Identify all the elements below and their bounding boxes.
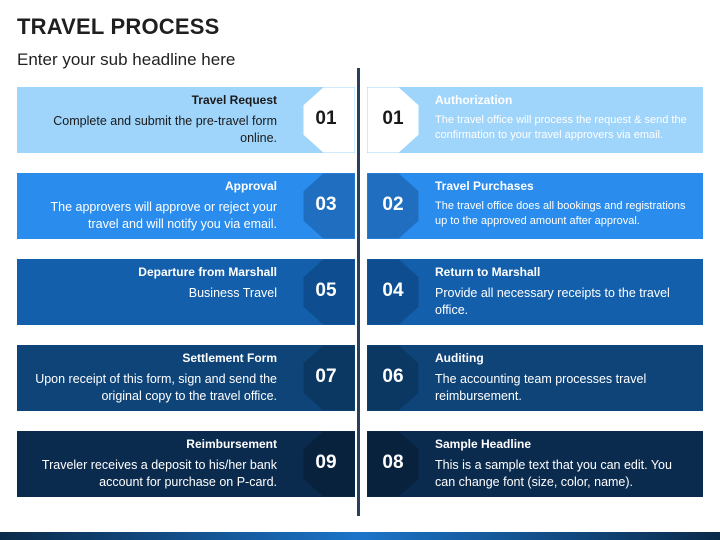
step-number: 01 [315,108,337,129]
step-description: The travel office will process the request & send the confirmation to your travel approvers via email. [435,114,687,141]
slide-title: TRAVEL PROCESS [17,14,220,39]
step-description: This is a sample text that you can edit. You can change font (size, color, name). [435,458,672,489]
step-description: Upon receipt of this form, sign and send the original copy to the travel office. [35,372,277,403]
right-step-card [367,173,703,239]
step-number: 03 [315,194,337,215]
step-number: 05 [315,280,337,301]
left-step-card [17,345,355,411]
left-step-card [17,173,355,239]
step-description: Business Travel [188,286,277,300]
step-number: 01 [382,108,404,129]
step-description: The accounting team processes travel reimbursement. [435,372,647,403]
left-step-card [17,87,355,153]
right-step-card [367,431,703,497]
step-description: Traveler receives a deposit to his/her bank account for purchase on P-card. [41,458,277,489]
step-number: 06 [382,366,404,387]
step-description: The approvers will approve or reject your travel and will notify you via email. [50,200,277,231]
step-heading: Reimbursement [186,437,277,451]
left-step-card [17,431,355,497]
step-number: 04 [382,280,404,301]
right-step-card [367,87,703,153]
left-step-card [17,259,355,325]
step-heading: Authorization [435,93,513,107]
step-number: 02 [382,194,404,215]
right-step-card [367,259,703,325]
step-description: Provide all necessary receipts to the travel office. [435,286,670,317]
step-number: 08 [382,452,404,473]
step-description: Complete and submit the pre-travel form online. [53,114,277,145]
step-number: 09 [315,452,337,473]
step-number: 07 [315,366,337,387]
step-heading: Approval [224,179,277,193]
step-heading: Travel Purchases [435,179,534,193]
right-step-card [367,345,703,411]
bottom-accent-bar [0,532,720,540]
step-heading: Auditing [435,351,484,365]
step-heading: Departure from Marshall [138,265,277,279]
center-divider [357,68,360,516]
step-heading: Travel Request [191,93,277,107]
slide-subtitle: Enter your sub headline here [17,50,236,69]
step-description: The travel office does all bookings and registrations up to the approved amount after approval. [435,200,686,227]
step-heading: Sample Headline [435,437,532,451]
step-heading: Settlement Form [182,351,277,365]
step-heading: Return to Marshall [435,265,541,279]
